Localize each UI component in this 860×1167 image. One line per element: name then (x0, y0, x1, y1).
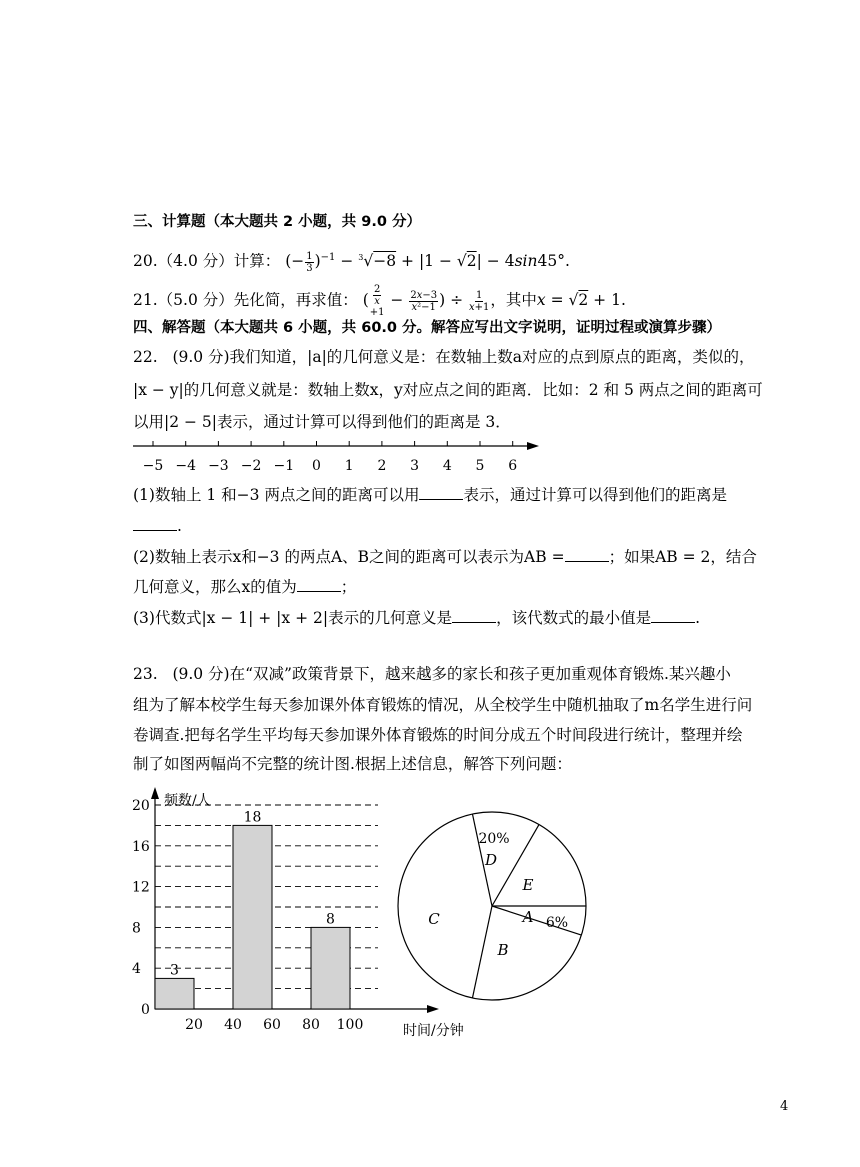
page-number: 4 (780, 1099, 789, 1114)
answer-blank[interactable] (651, 608, 695, 623)
q22-sub1-cont (133, 516, 182, 536)
q22-sub3 (133, 608, 700, 628)
y-tick-label: 0 (141, 1002, 150, 1018)
x-axis-label: 时间/分钟 (403, 1023, 464, 1039)
q22-sub1 (133, 485, 727, 505)
q23-line-1 (133, 664, 731, 684)
q20-lead: 计算： (233, 252, 281, 271)
q23-line-4: 制了如图两幅尚不完整的统计图.根据上述信息，解答下列问题： (133, 755, 572, 773)
y-tick-label: 20 (132, 798, 150, 814)
q21-number: 21. (133, 291, 158, 309)
bar (311, 927, 350, 1009)
q23-text-1: (9.0 分)在“双减”政策背景下，越来越多的家长和孩子更加重观体育锻炼.某兴趣小 (172, 665, 731, 683)
y-tick-label: 12 (132, 879, 150, 896)
number-line-label: −1 (273, 458, 295, 474)
question-21 (133, 284, 626, 318)
q22-sub2-text-a: (2)数轴上表示x和−3 的两点A、B之间的距离可以表示为AB = (133, 548, 565, 566)
q22-sub1-text-b: 表示，通过计算可以得到他们的距离是 (463, 486, 727, 504)
x-tick-label: 60 (263, 1017, 281, 1033)
y-tick-label: 8 (132, 920, 141, 937)
pie-slice-label: C (428, 910, 440, 928)
question-20 (133, 248, 570, 274)
number-line-label: 0 (312, 458, 321, 474)
y-axis-label: 频数/人 (164, 793, 211, 809)
q21-score: （5.0 分） (157, 291, 234, 309)
x-axis-arrow (427, 1005, 439, 1013)
q22-sub1-end: . (177, 517, 182, 535)
q22-sub2-end: ； (340, 578, 357, 596)
q22-sub3-text-a: (3)代数式|x − 1| + |x + 2|表示的几何意义是 (133, 609, 453, 627)
answer-blank[interactable] (452, 608, 496, 623)
pie-percent-label: 20% (478, 831, 510, 847)
y-axis-arrow (151, 787, 159, 799)
y-tick-label: 4 (132, 961, 141, 978)
answer-blank[interactable] (565, 547, 609, 562)
number-line-label: −5 (142, 458, 164, 474)
number-line-label: 2 (377, 458, 387, 474)
number-line-label: 1 (344, 458, 354, 474)
x-tick-label: 40 (224, 1017, 242, 1033)
answer-blank[interactable] (297, 577, 341, 592)
number-line-label: −3 (208, 458, 229, 474)
bar (155, 978, 194, 1009)
q22-line-2: |x − y|的几何意义就是：数轴上数x，y对应点之间的距离．比如：2 和 5 两点之间的距离可 (133, 381, 763, 399)
q22-sub2-cont (133, 577, 356, 597)
q21-lead: 先化简，再求值： (233, 291, 358, 309)
bar-value-label: 18 (243, 809, 262, 826)
q22-sub2-text-b: ；如果AB = 2，结合 (608, 548, 757, 566)
q20-expression: (− $\frac{1}{3}$ )$^{-1}$ − $^3$√−8 + |1 − √2| − 4sin45°. (285, 250, 570, 274)
x-tick-label: 80 (302, 1017, 320, 1033)
number-line-arrow (527, 442, 539, 450)
q20-number: 20. (133, 252, 158, 271)
number-line-label: −4 (175, 458, 197, 474)
pie-chart-group (398, 812, 586, 1000)
number-line-label: 4 (442, 458, 452, 474)
q22-line-1 (133, 347, 755, 367)
number-line (133, 441, 539, 474)
bar (233, 825, 272, 1009)
q22-line-3: 以用|2 − 5|表示，通过计算可以得到他们的距离是 3． (133, 413, 511, 431)
q22-number: 22. (133, 348, 158, 366)
q22-sub2-text-c: 几何意义，那么x的值为 (133, 578, 297, 596)
number-line-label: 6 (508, 458, 518, 474)
bar-value-label: 8 (326, 911, 335, 928)
number-line-label: 3 (410, 458, 420, 474)
pie-slice-label: B (497, 941, 509, 959)
q22-sub1-text-a: (1)数轴上 1 和−3 两点之间的距离可以用 (133, 486, 420, 504)
q22-text-1: (9.0 分)我们知道，|a|的几何意义是：在数轴上数a对应的点到原点的距离，类似的， (172, 348, 755, 366)
q22-sub3-text-b: ，该代数式的最小值是 (496, 609, 652, 627)
q22-sub3-end: . (695, 609, 701, 627)
y-tick-label: 16 (132, 838, 150, 855)
x-tick-label: 20 (185, 1017, 203, 1033)
q20-score: （4.0 分） (157, 252, 234, 271)
pie-slice-label: E (522, 876, 534, 894)
answer-blank[interactable] (133, 516, 177, 531)
q23-line-2: 组为了解本校学生每天参加课外体育锻炼的情况，从全校学生中随机抽取了m名学生进行问 (133, 696, 753, 714)
number-line-label: 5 (475, 458, 485, 474)
bar-value-label: 3 (170, 962, 179, 979)
q21-expression: ( 2 x +1 − $\frac{2x-3}{\text{x²−1}}$ ) ÷ $\frac{1}{x+1}$ ，其中x = √2 + 1. (362, 284, 626, 318)
pie-percent-label: 6% (545, 915, 569, 931)
x-tick-label: 100 (336, 1017, 364, 1033)
q23-number: 23. (133, 665, 158, 683)
pie-slice-label: D (484, 851, 498, 869)
q23-line-3: 卷调查.把每名学生平均每天参加课外体育锻炼的时间分成五个时间段进行统计，整理并绘 (133, 726, 743, 744)
q22-sub2 (133, 547, 757, 567)
number-line-figure (125, 436, 545, 476)
section-4-header: 四、解答题（本大题共 6 小题，共 60.0 分。解答应写出文字说明，证明过程或演算步骤） (133, 320, 722, 336)
pie-chart (390, 810, 590, 1000)
number-line-label: −2 (240, 458, 262, 474)
pie-slice-label: A (522, 908, 534, 926)
section-3-header: 三、计算题（本大题共 2 小题，共 9.0 分） (133, 214, 421, 230)
answer-blank[interactable] (419, 485, 463, 500)
